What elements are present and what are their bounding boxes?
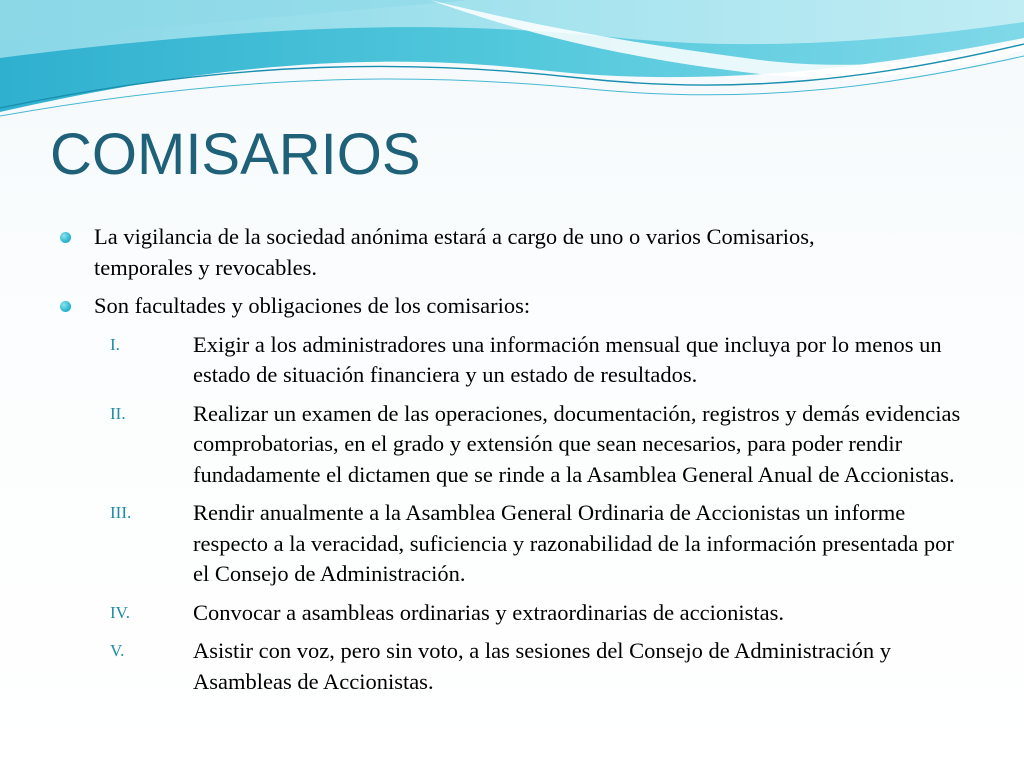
item-text: Realizar un examen de las operaciones, documentación, registros y demás evidencias comprobatorias, en el grado y extensión que sean necesarios, para poder rendir fundadamente el dictamen que se rinde a la Asamblea General Anual de Accionistas.: [193, 400, 961, 487]
numbered-item: [58, 330, 978, 391]
item-numeral: V.: [110, 641, 125, 660]
bullet-dot-icon: [60, 301, 71, 312]
slide-title: COMISARIOS: [50, 122, 421, 187]
numbered-item: [58, 636, 978, 697]
item-numeral: II.: [110, 403, 126, 423]
header-wave-decoration: [0, 0, 1024, 130]
bullet-item: [58, 291, 978, 322]
item-text: Convocar a asambleas ordinarias y extraordinarias de accionistas.: [193, 599, 785, 625]
slide-body: [58, 222, 978, 705]
numbered-list: [58, 330, 978, 698]
bullet-dot-icon: [60, 232, 71, 243]
item-numeral: I.: [110, 334, 120, 354]
bullet-text: La vigilancia de la sociedad anónima estará a cargo de uno o varios Comisarios, temporales y revocables.: [94, 224, 815, 280]
numbered-item: [58, 399, 978, 491]
bullet-text: Son facultades y obligaciones de los comisarios:: [94, 293, 531, 318]
item-text: Exigir a los administradores una información mensual que incluya por lo menos un estado de situación financiera y un estado de resultados.: [193, 331, 942, 387]
numbered-item: [58, 598, 978, 629]
numbered-item: [58, 498, 978, 590]
item-text: Asistir con voz, pero sin voto, a las sesiones del Consejo de Administración y Asambleas de Accionistas.: [193, 638, 892, 694]
item-text: Rendir anualmente a la Asamblea General Ordinaria de Accionistas un informe respecto a la veracidad, suficiencia y razonabilidad de la información presentada por el Consejo de Administración.: [193, 500, 954, 586]
item-numeral: III.: [110, 503, 132, 522]
item-numeral: IV.: [110, 602, 130, 622]
bullet-item: [58, 222, 978, 283]
